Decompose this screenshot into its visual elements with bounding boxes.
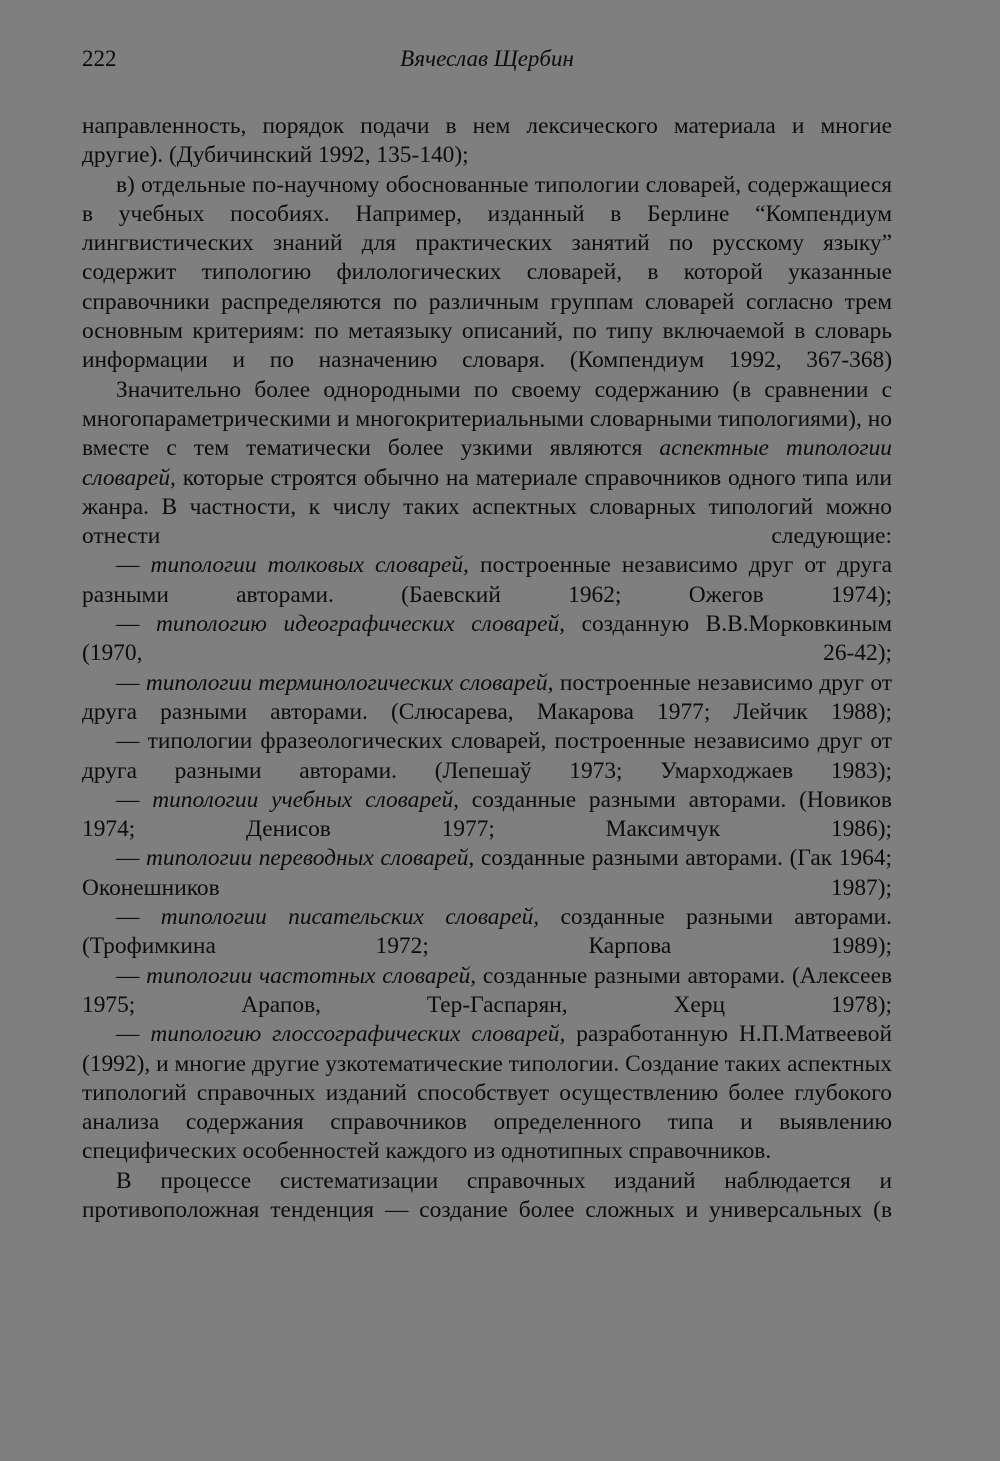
text-segment: которые строятся обычно на материале справочников одного типа или жанра. В частности, к числу таких аспектных словарных типологий можно отнести следующие: [82, 464, 892, 550]
list-item-author-dictionaries [82, 903, 892, 962]
text-segment: созданные разными авторами. (Гак 1964; Оконешников 1987); [82, 845, 892, 901]
list-item-ideographic-dictionaries [82, 610, 892, 669]
italic-term: типологии переводных словарей, [146, 845, 475, 872]
italic-term: типологию глоссографических словарей, [150, 1021, 566, 1048]
text-segment: разработанную Н.П.Матвеевой (1992), и многие другие узкотематические типологии. Создание таких аспектных типологий справочных изданий способствует осуществлению более глубокого анализа содержания справочников определенного типа и выявлению специфических особенностей каждого из однотипных справочников. [82, 1021, 893, 1165]
list-item-terminological-dictionaries [82, 669, 892, 728]
text-segment: направленность, порядок подачи в нем лексического материала и многие другие). (Дубичинский 1992, 135-140); [82, 113, 892, 169]
text-segment: Значительно более однородными по своему содержанию (в сравнении с многопараметрическими и многокритериальными словарными типологиями), но вместе с тем тематически более узкими являются [82, 376, 892, 462]
paragraph-systematization [82, 1167, 892, 1226]
italic-term: аспектные типологии словарей, [82, 435, 892, 491]
paragraph-aspect-typologies [82, 376, 892, 552]
dash: — [116, 552, 151, 579]
running-title: Вячеслав Щербин [400, 46, 574, 71]
text-segment: построенные независимо друг от друга разными авторами. (Баевский 1962; Ожегов 1974); [82, 552, 892, 608]
dash: — [116, 1021, 151, 1048]
text-segment: — типологии фразеологических словарей, построенные независимо друг от друга разными авторами. (Лепешаў 1973; Умарходжаев 1983); [82, 728, 892, 784]
text-segment: в) отдельные по-научному обоснованные типологии словарей, содержащиеся в учебных пособиях. Например, изданный в Берлине “Компендиум лингвистических знаний для практических занятий по русскому языку” содержит типологию филологических словарей, в которой указанные справочники распределяются по различным группам словарей согласно трем основным критериям: по метаязыку описаний, по типу включаемой в словарь информации и по назначению словаря. (Компендиум 1992, 367-368) [82, 171, 892, 374]
italic-term: типологии толковых словарей, [150, 552, 469, 579]
italic-term: типологии терминологических словарей, [145, 669, 554, 696]
list-item-frequency-dictionaries [82, 962, 892, 1021]
paragraph-continuation [82, 112, 892, 171]
text-segment: созданные разными авторами. (Алексеев 1975; Арапов, Тер-Гаспарян, Херц 1978); [82, 962, 892, 1018]
list-item-glossographic-dictionaries [82, 1020, 892, 1166]
dash: — [116, 904, 161, 931]
paragraph-list-item-c [82, 171, 892, 376]
page-number: 222 [82, 46, 117, 71]
text-segment: созданную В.В.Морковкиным (1970, 26-42); [82, 611, 892, 667]
dash: — [116, 669, 146, 696]
dash: — [116, 786, 153, 813]
list-item-phraseological-dictionaries [82, 727, 892, 786]
list-item-explanatory-dictionaries [82, 551, 892, 610]
italic-term: типологию идеографических словарей, [156, 611, 566, 638]
italic-term: типологии учебных словарей, [152, 786, 459, 813]
page-header [82, 46, 892, 82]
text-segment: созданные разными авторами. (Новиков 1974; Денисов 1977; Максимчук 1986); [82, 786, 892, 843]
list-item-translation-dictionaries [82, 844, 892, 903]
body-text [82, 112, 892, 1225]
dash: — [116, 845, 147, 872]
text-segment: В процессе систематизации справочных изданий наблюдается и противоположная тенденция — создание более сложных и универсальных (в [82, 1167, 892, 1223]
text-segment: построенные независимо друг от друга разными авторами. (Слюсарева, Макарова 1977; Лейчик 1988); [82, 669, 892, 725]
italic-term: типологии частотных словарей, [146, 962, 477, 989]
dash: — [116, 611, 157, 638]
dash: — [116, 962, 147, 989]
text-segment: созданные разными авторами. (Трофимкина 1972; Карпова 1989); [82, 904, 892, 960]
list-item-learner-dictionaries [82, 786, 892, 845]
italic-term: типологии писательских словарей, [160, 904, 540, 931]
